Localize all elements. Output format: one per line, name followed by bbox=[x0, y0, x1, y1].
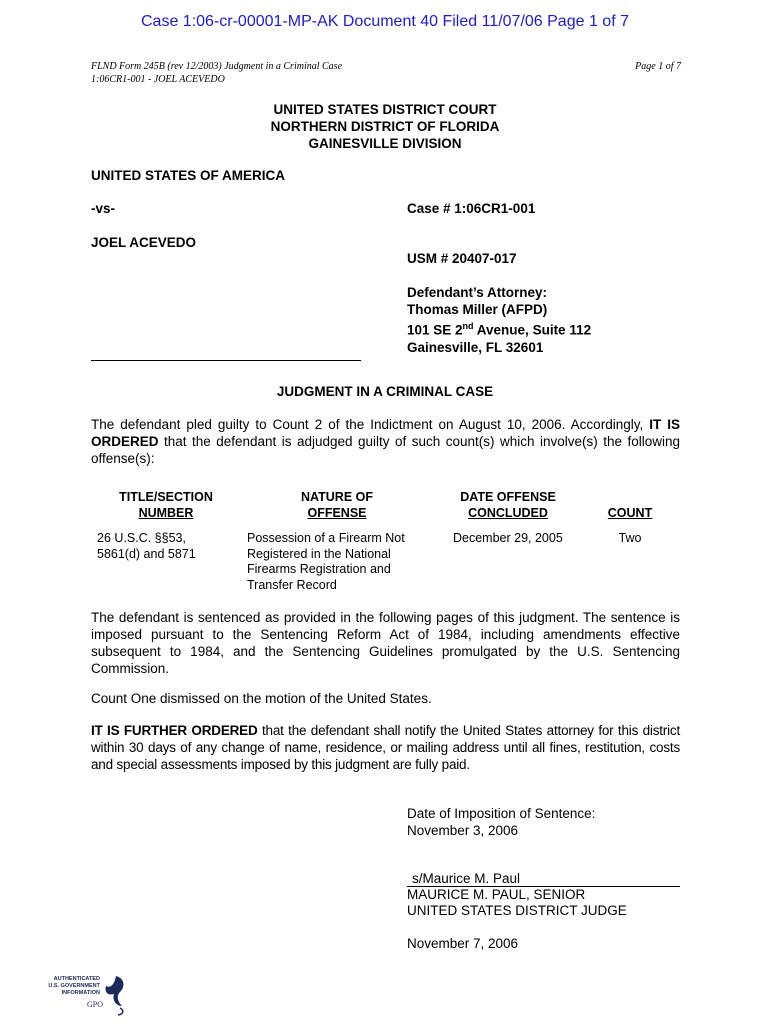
versus: -vs- bbox=[91, 201, 116, 216]
notify-paragraph: IT IS FURTHER ORDERED that the defendant shall notify the United States attorney for this district within 30 days of any change of name, residence, or mailing address until all fines, restitution, costs and special assessments imposed by this judgment are fully paid. bbox=[91, 723, 680, 772]
cell-nature: Possession of a Firearm Not Registered in the National Firearms Registration and Transfer Record bbox=[247, 531, 405, 592]
filing-stamp: Case 1:06-cr-00001-MP-AK Document 40 Filed 11/07/06 Page 1 of 7 bbox=[141, 13, 629, 30]
signature: s/Maurice M. Paul bbox=[412, 871, 521, 886]
cell-count: Two bbox=[618, 531, 642, 545]
attorney-address: 101 SE 2nd Avenue, Suite 112 bbox=[407, 321, 592, 338]
case-number: Case # 1:06CR1-001 bbox=[407, 201, 536, 216]
plea-paragraph: The defendant pled guilty to Count 2 of the Indictment on August 10, 2006. Accordingly, IT IS ORDERED that the defendant is adjudged guilty of such count(s) which involve(s) the following offense(s): bbox=[91, 417, 680, 466]
imposition-label: Date of Imposition of Sentence: bbox=[407, 806, 596, 821]
eagle-icon bbox=[98, 972, 128, 1016]
col-nature: NATURE OF OFFENSE bbox=[301, 490, 373, 520]
caption-divider bbox=[91, 360, 361, 361]
court-heading bbox=[0, 101, 770, 152]
case-ref: 1:06CR1-001 - JOEL ACEVEDO bbox=[91, 74, 225, 85]
page-number: Page 1 of 7 bbox=[635, 61, 681, 72]
gpo-authentication-seal bbox=[40, 972, 130, 1018]
imposition-date: November 3, 2006 bbox=[407, 823, 519, 838]
col-title-section: TITLE/SECTION NUMBER bbox=[119, 490, 213, 520]
usm-number: USM # 20407-017 bbox=[407, 251, 517, 266]
judge-title: UNITED STATES DISTRICT JUDGE bbox=[407, 903, 627, 918]
sentence-paragraph: The defendant is sentenced as provided in the following pages of this judgment. The sentence is imposed pursuant to the Sentencing Reform Act of 1984, including amendments effective subsequent to 1984, and the Sentencing Guidelines promulgated by the U.S. Sentencing Commission. bbox=[91, 610, 680, 676]
imposition-block bbox=[407, 805, 595, 839]
judgment-title: JUDGMENT IN A CRIMINAL CASE bbox=[276, 384, 494, 399]
form-id: FLND Form 245B (rev 12/2003) Judgment in a Criminal Case bbox=[91, 61, 343, 72]
attorney-city: Gainesville, FL 32601 bbox=[407, 339, 544, 355]
defendant: JOEL ACEVEDO bbox=[91, 235, 197, 250]
col-date: DATE OFFENSE CONCLUDED bbox=[460, 490, 556, 520]
court-division: GAINESVILLE DIVISION bbox=[308, 136, 462, 151]
col-count: COUNT bbox=[607, 506, 653, 520]
cell-title-section: 26 U.S.C. §§53, 5861(d) and 5871 bbox=[97, 531, 196, 561]
attorney-label: Defendant’s Attorney: bbox=[407, 285, 548, 300]
gpo-seal-text: AUTHENTICATED U.S. GOVERNMENT INFORMATION bbox=[48, 976, 100, 996]
judge-name: MAURICE M. PAUL, SENIOR bbox=[407, 887, 586, 902]
attorney-block bbox=[407, 284, 591, 356]
judge-block bbox=[407, 887, 627, 919]
court-name: UNITED STATES DISTRICT COURT bbox=[273, 102, 497, 117]
attorney-name: Thomas Miller (AFPD) bbox=[407, 302, 548, 317]
court-district: NORTHERN DISTRICT OF FLORIDA bbox=[270, 119, 500, 134]
cell-date: December 29, 2005 bbox=[453, 531, 563, 545]
signed-date: November 7, 2006 bbox=[407, 936, 519, 951]
dismissal-paragraph: Count One dismissed on the motion of the United States. bbox=[91, 691, 432, 706]
gpo-label: GPO bbox=[87, 1000, 104, 1009]
plaintiff: UNITED STATES OF AMERICA bbox=[91, 168, 285, 183]
